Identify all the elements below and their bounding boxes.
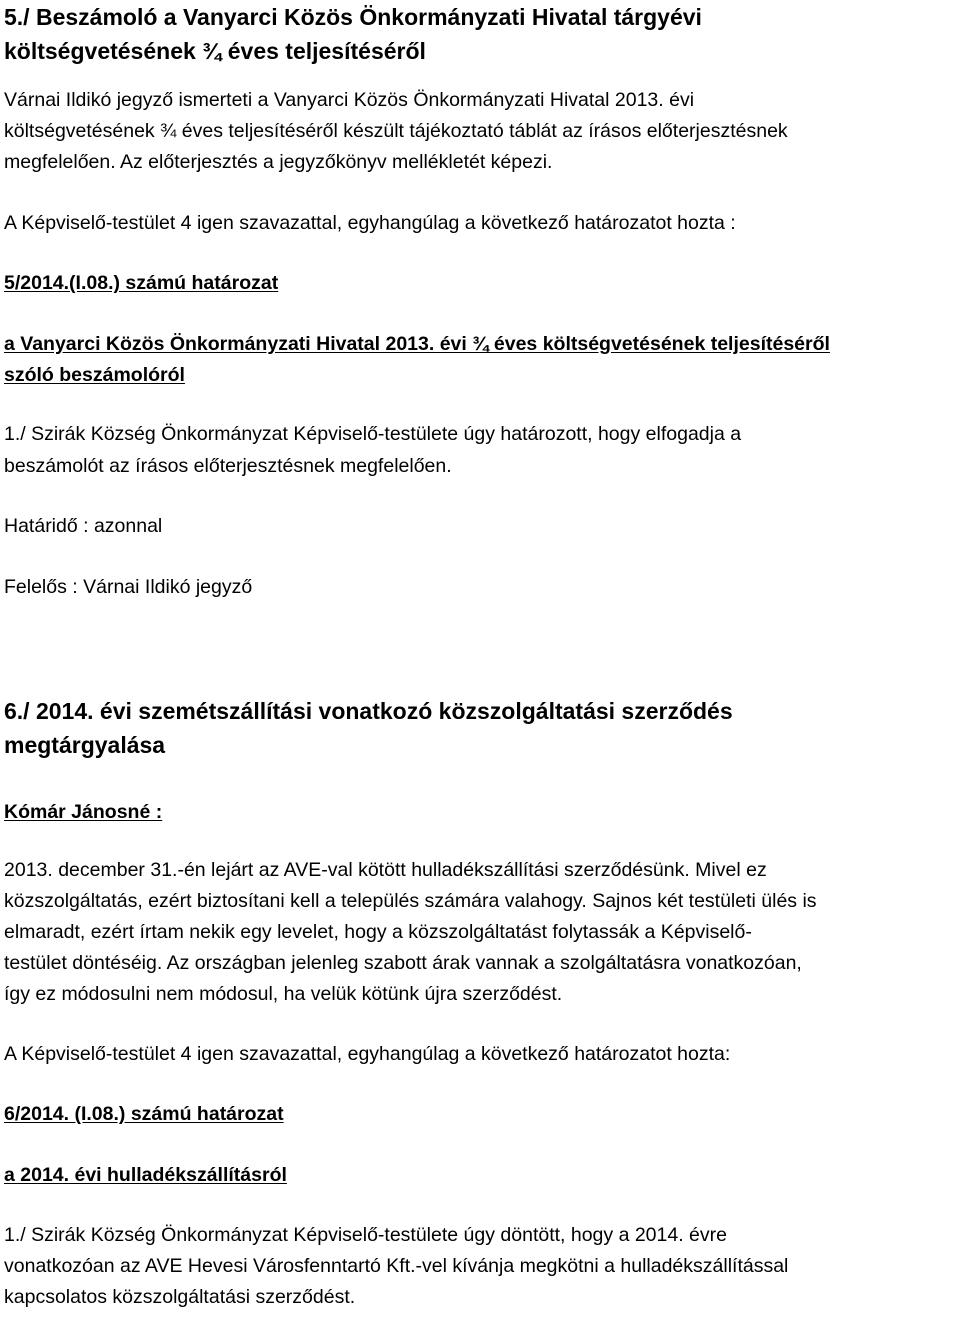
- section5-responsible: Felelős : Várnai Ildikó jegyző: [4, 576, 253, 598]
- section5-intro-line3: megfelelően. Az előterjesztés a jegyzőkönyv mellékletét képezi.: [4, 151, 553, 173]
- section5-title-line2: költségvetésének ¾ éves teljesítéséről: [4, 38, 426, 64]
- section5-vote: A Képviselő-testület 4 igen szavazattal, egyhangúlag a következő határozatot hozta :: [4, 212, 736, 234]
- section6-body-line3: elmaradt, ezért írtam nekik egy levelet, hogy a közszolgáltatást folytassák a Képviselő-: [4, 921, 752, 943]
- section6-resolution-subject: a 2014. évi hulladékszállításról: [4, 1164, 287, 1186]
- section6-body-line2: közszolgáltatás, ezért biztosítani kell a település számára valahogy. Sajnos két testületi ülés is: [4, 890, 817, 912]
- section5-decision-line1: 1./ Szirák Község Önkormányzat Képviselő-testülete úgy határozott, hogy elfogadja a: [4, 423, 742, 445]
- section5-resolution-subject-line1: a Vanyarci Közös Önkormányzati Hivatal 2013. évi ¾ éves költségvetésének teljesítéséről: [4, 333, 830, 355]
- section6-decision-line1: 1./ Szirák Község Önkormányzat Képviselő-testülete úgy döntött, hogy a 2014. évre: [4, 1224, 727, 1246]
- section6-body-line1: 2013. december 31.-én lejárt az AVE-val kötött hulladékszállítási szerződésünk. Mivel ez: [4, 859, 767, 881]
- section5-intro-line2: költségvetésének ¾ éves teljesítéséről készült tájékoztató táblát az írásos előterjesztésnek: [4, 120, 788, 142]
- section5-title-line1: 5./ Beszámoló a Vanyarci Közös Önkormányzati Hivatal tárgyévi: [4, 4, 702, 30]
- section6-title-line2: megtárgyalása: [4, 732, 166, 758]
- section5-deadline: Határidő : azonnal: [4, 515, 163, 537]
- section6-decision-line2: vonatkozóan az AVE Hevesi Városfenntartó Kft.-vel kívánja megkötni a hulladékszállítással: [4, 1255, 789, 1277]
- section6-vote: A Képviselő-testület 4 igen szavazattal, egyhangúlag a következő határozatot hozta:: [4, 1043, 731, 1065]
- section6-resolution-number: 6/2014. (I.08.) számú határozat: [4, 1103, 284, 1125]
- section6-speaker: Kómár Jánosné :: [4, 801, 163, 823]
- section5-intro-line1: Várnai Ildikó jegyző ismerteti a Vanyarci Közös Önkormányzati Hivatal 2013. évi: [4, 89, 695, 111]
- section6-body-line5: így ez módosulni nem módosul, ha velük kötünk újra szerződést.: [4, 983, 563, 1005]
- section5-resolution-number: 5/2014.(I.08.) számú határozat: [4, 272, 279, 294]
- section5-resolution-subject-line2: szóló beszámolóról: [4, 364, 185, 386]
- section5-decision-line2: beszámolót az írásos előterjesztésnek megfelelően.: [4, 455, 452, 477]
- section6-decision-line3: kapcsolatos közszolgáltatási szerződést.: [4, 1286, 356, 1308]
- section6-title-line1: 6./ 2014. évi szemétszállítási vonatkozó közszolgáltatási szerződés: [4, 698, 733, 724]
- section6-body-line4: testület döntéséig. Az országban jelenleg szabott árak vannak a szolgáltatásra vonatkozóan,: [4, 952, 802, 974]
